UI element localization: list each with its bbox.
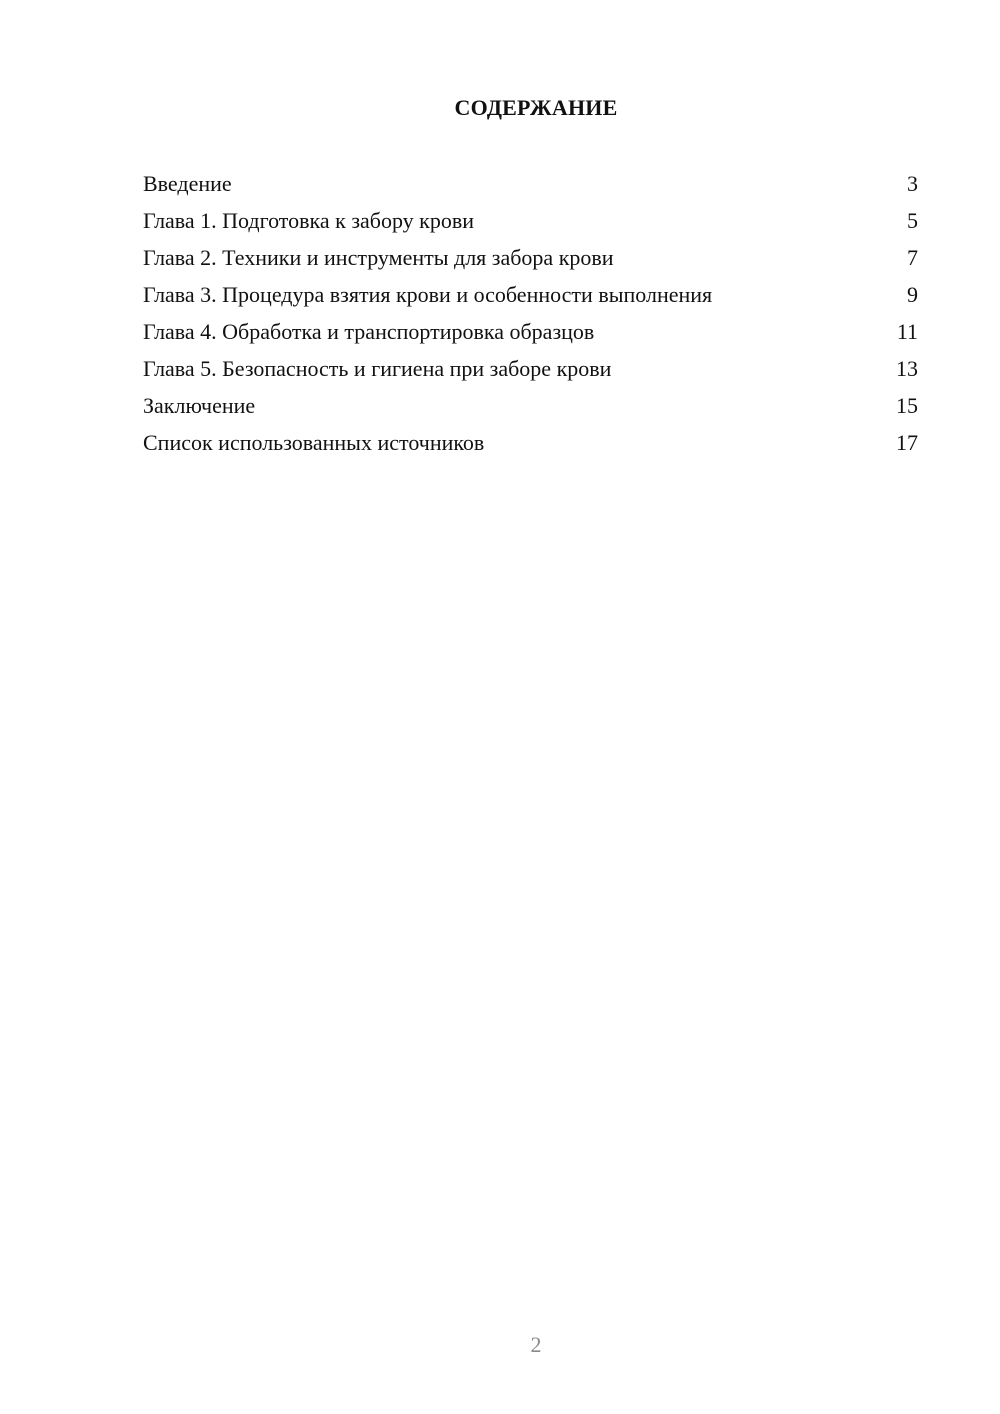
toc-entry-title: Список использованных источников: [143, 430, 485, 455]
toc-entry-chapter-5: [143, 353, 918, 390]
table-of-contents: [143, 168, 918, 464]
toc-entry-chapter-2: [143, 242, 918, 279]
toc-entry-chapter-3: [143, 279, 918, 316]
toc-entry-page: 5: [907, 208, 918, 233]
toc-entry-conclusion: [143, 390, 918, 427]
toc-entry-references: [143, 427, 918, 464]
toc-entry-page: 9: [907, 282, 918, 307]
toc-entry-title: Глава 4. Обработка и транспортировка образцов: [143, 319, 595, 344]
toc-entry-page: 13: [896, 356, 918, 381]
toc-entry-title: Введение: [143, 171, 232, 196]
toc-entry-page: 11: [896, 319, 918, 344]
toc-entry-chapter-1: [143, 205, 918, 242]
toc-entry-page: 17: [896, 430, 918, 455]
toc-entry-page: 15: [896, 393, 918, 418]
toc-entry-page: 3: [907, 171, 918, 196]
toc-entry-page: 7: [907, 245, 918, 270]
toc-entry-title: Глава 5. Безопасность и гигиена при заборе крови: [143, 356, 612, 381]
toc-entry-title: Глава 2. Техники и инструменты для забора крови: [143, 245, 614, 270]
toc-entry-introduction: [143, 168, 918, 205]
page-number: 2: [530, 1332, 542, 1357]
toc-entry-title: Глава 3. Процедура взятия крови и особенности выполнения: [143, 282, 713, 307]
page-title: СОДЕРЖАНИЕ: [454, 95, 618, 120]
toc-entry-title: Заключение: [143, 393, 256, 418]
toc-entry-chapter-4: [143, 316, 918, 353]
toc-entry-title: Глава 1. Подготовка к забору крови: [143, 208, 475, 233]
